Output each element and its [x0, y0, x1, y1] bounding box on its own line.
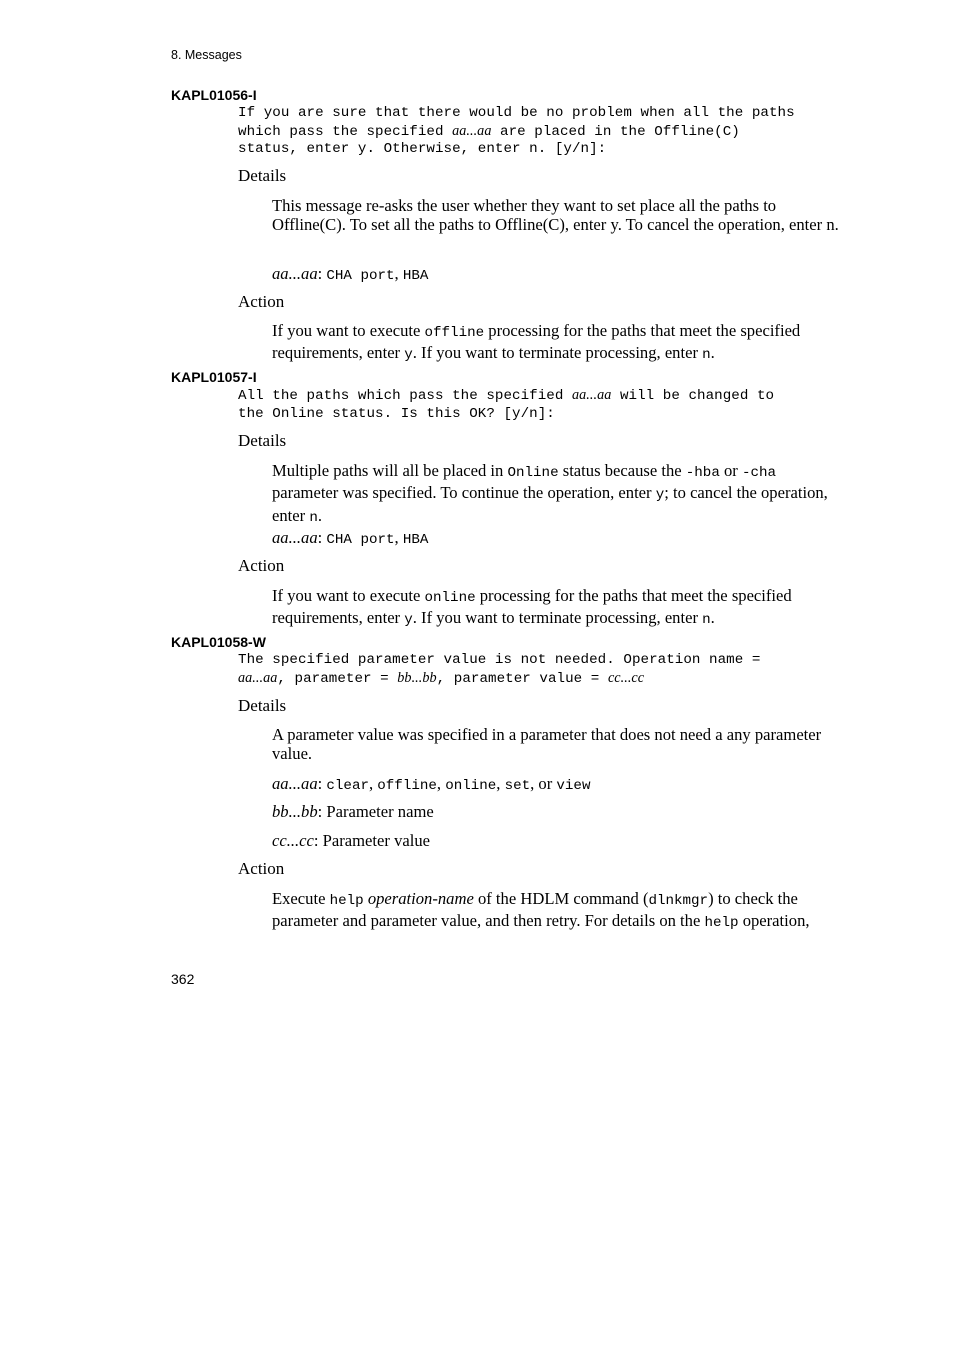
variable: aa...aa	[238, 669, 278, 686]
details-text: Multiple paths will all be placed in Online status because the -hba or -cha parameter was specified. To continue the operation, enter y; to cancel the operation, enter n.	[272, 461, 828, 526]
variable-description: aa...aa: CHA port, HBA	[272, 528, 429, 548]
details-heading: Details	[238, 431, 287, 450]
action-text: If you want to execute online processing for the paths that meet the specified requirements, enter y. If you want to terminate processing, enter n.	[272, 586, 792, 629]
details-heading: Details	[238, 696, 287, 715]
message-text: All the paths which pass the specified aa...aa will be changed to the Online status. Is this OK? [y/n]:	[238, 387, 775, 422]
variable: aa...aa	[452, 122, 492, 139]
variable: aa...aa	[572, 387, 612, 403]
variable: bb...bb	[397, 669, 437, 686]
action-heading: Action	[238, 859, 285, 878]
action-text: Execute help operation-name of the HDLM command (dlnkmgr) to check the parameter and parameter value, and then retry. For details on the help operation,	[272, 889, 810, 932]
page-number: 362	[171, 971, 195, 987]
variable-description: bb...bb: Parameter name	[272, 802, 434, 821]
running-head: 8. Messages	[171, 48, 242, 62]
message-text: If you are sure that there would be no problem when all the paths which pass the specified aa...aa are placed in the Offline(C) status, enter y. Otherwise, enter n. [y/n]:	[238, 105, 795, 158]
action-heading: Action	[238, 292, 285, 311]
details-text: A parameter value was specified in a parameter that does not need a any parameter value.	[272, 725, 822, 764]
message-id: KAPL01057-I	[171, 369, 257, 385]
message-id: KAPL01056-I	[171, 87, 257, 103]
details-heading: Details	[238, 166, 287, 185]
details-text: This message re-asks the user whether they want to set place all the paths to Offline(C). To set all the paths to Offline(C), enter y. To cancel the operation, enter n.	[272, 196, 839, 235]
action-heading: Action	[238, 556, 285, 575]
variable-description: aa...aa: CHA port, HBA	[272, 264, 429, 284]
variable-description: cc...cc: Parameter value	[272, 831, 431, 850]
variable-description: aa...aa: clear, offline, online, set, or view	[272, 774, 591, 794]
message-text: The specified parameter value is not needed. Operation name = aa...aa, parameter = bb...bb, parameter value = cc...cc	[238, 652, 761, 687]
message-id: KAPL01058-W	[171, 634, 266, 650]
action-text: If you want to execute offline processing for the paths that meet the specified requirements, enter y. If you want to terminate processing, enter n.	[272, 321, 801, 364]
variable: cc...cc	[607, 669, 645, 686]
